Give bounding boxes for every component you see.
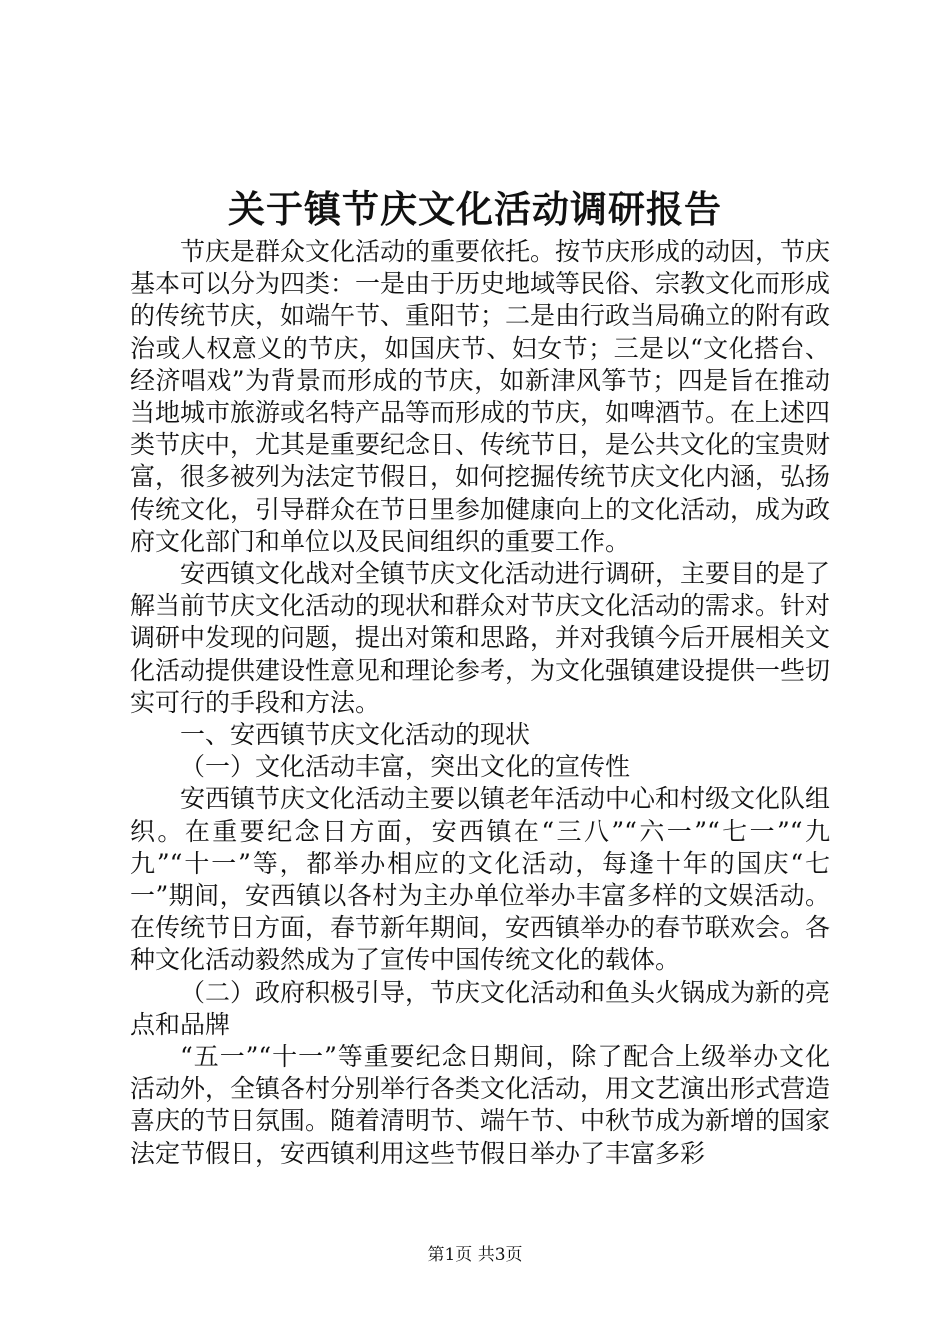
paragraph-intro: 节庆是群众文化活动的重要依托。按节庆形成的动因，节庆基本可以分为四类：一是由于历史地域等民俗、宗教文化而形成的传统节庆，如端午节、重阳节；二是由行政当局确立的附有政治或人权意义的节庆，如国庆节、妇女节；三是以“文化搭台、经济唱戏”为背景而形成的节庆，如新津风筝节；四是旨在推动当地城市旅游或名特产品等而形成的节庆，如啤酒节。在上述四类节庆中，尤其是重要纪念日、传统节日，是公共文化的宝贵财富，很多被列为法定节假日，如何挖掘传统节庆文化内涵，弘扬传统文化，引导群众在节日里参加健康向上的文化活动，成为政府文化部门和单位以及民间组织的重要工作。	[130, 237, 831, 556]
document-title: 关于镇节庆文化活动调研报告	[228, 187, 722, 231]
section-heading-1: 一、安西镇节庆文化活动的现状	[180, 720, 531, 750]
document-body	[130, 236, 830, 1170]
page-footer: 第1页 共3页	[427, 1245, 523, 1265]
paragraph-activities: 安西镇节庆文化活动主要以镇老年活动中心和村级文化队组织。在重要纪念日方面，安西镇在“三八”“六一”“七一”“九九”“十一”等，都举办相应的文化活动，每逢十年的国庆“七一”期间，安西镇以各村为主办单位举办丰富多样的文娱活动。在传统节日方面，春节新年期间，安西镇举办的春节联欢会。各种文化活动毅然成为了宣传中国传统文化的载体。	[130, 784, 831, 975]
subsection-heading-2: （二）政府积极引导，节庆文化活动和鱼头火锅成为新的亮点和品牌	[130, 977, 831, 1039]
paragraph-holidays: “五一”“十一”等重要纪念日期间，除了配合上级举办文化活动外，全镇各村分别举行各类文化活动，用文艺演出形式营造喜庆的节日氛围。随着清明节、端午节、中秋节成为新增的国家法定节假日，安西镇利用这些节假日举办了丰富多彩	[130, 1042, 831, 1168]
paragraph-purpose: 安西镇文化战对全镇节庆文化活动进行调研，主要目的是了解当前节庆文化活动的现状和群众对节庆文化活动的需求。针对调研中发现的问题，提出对策和思路，并对我镇今后开展相关文化活动提供建设性意见和理论参考，为文化强镇建设提供一些切实可行的手段和方法。	[130, 559, 831, 717]
subsection-heading-1: （一）文化活动丰富，突出文化的宣传性	[180, 752, 631, 782]
